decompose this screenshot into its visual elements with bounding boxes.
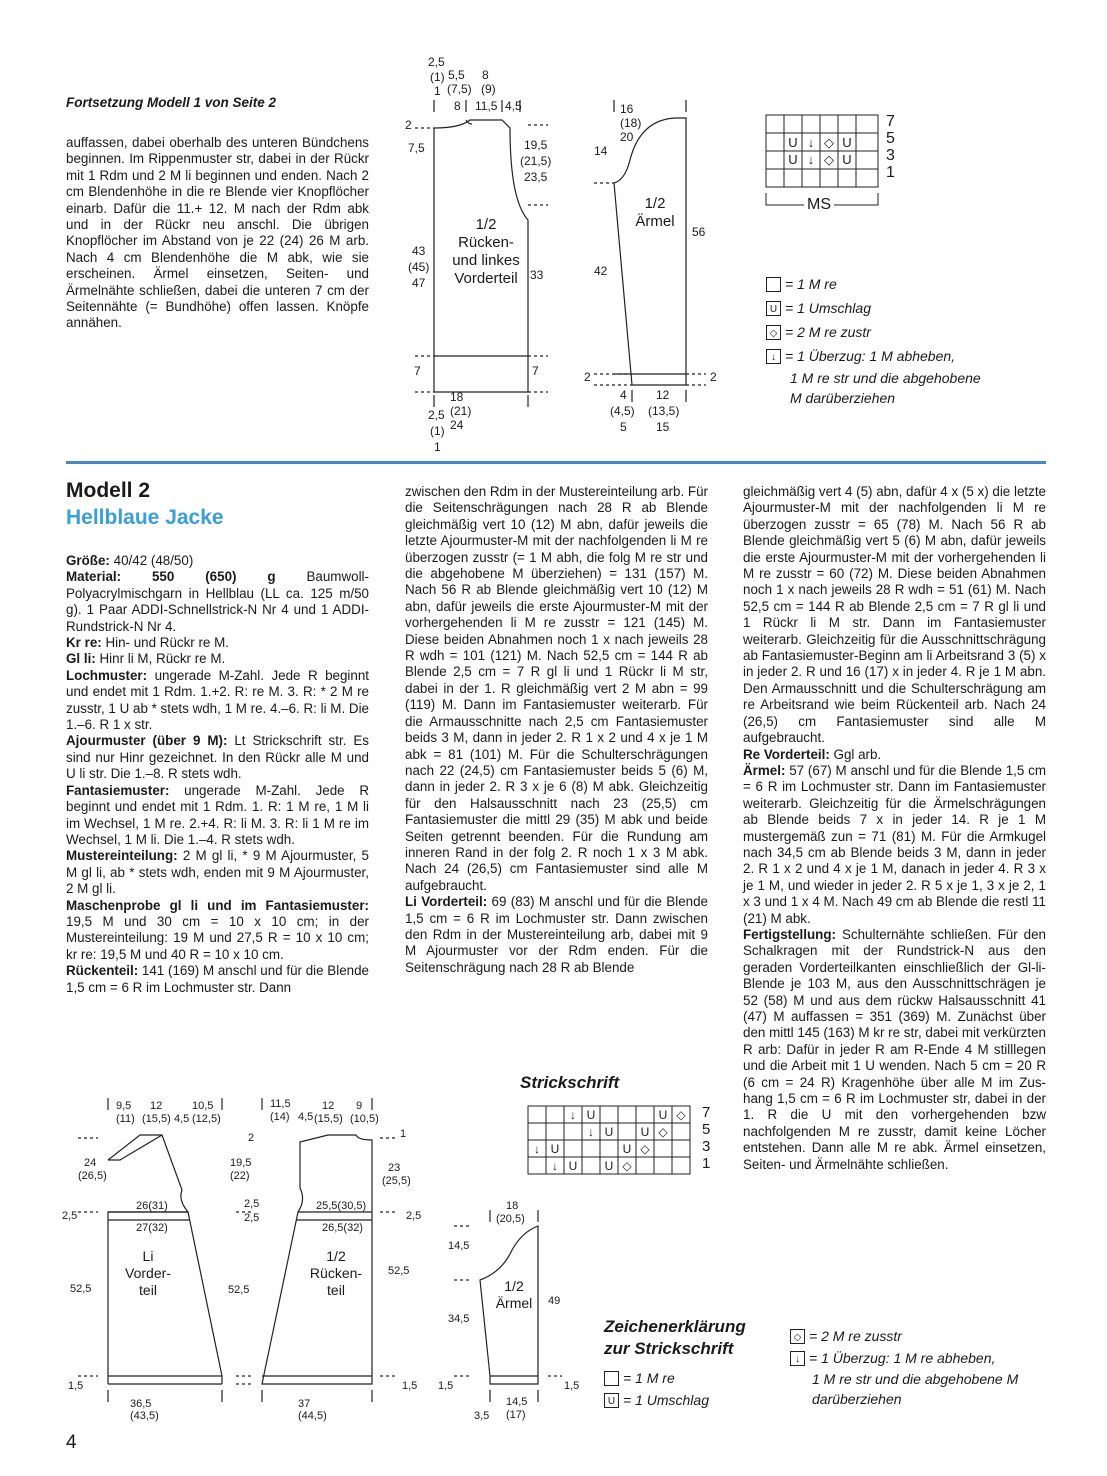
dim-label: (1) [430,70,445,84]
label: Material: 550 (650) g [66,569,276,585]
dim-label: 5,5 [448,68,465,82]
dim-label: (26,5) [78,1170,107,1182]
legend-text: = 1 M re [785,276,837,292]
paragraph: Lt Strickschrift str. Es sind nur Hinr gezeichnet. In den Rückr alle M und U li str. Die 1.–8. R stets wdh. [66,733,369,782]
dim-label: 26,5(32) [322,1222,363,1234]
dim-label: (45) [408,260,430,274]
chart2-legend-row [790,1350,995,1366]
legend-text: M darüberziehen [790,390,896,406]
label-line: 1/2 [504,1278,524,1294]
label: Ärmel: [743,762,786,778]
dim-label: (22) [230,1170,250,1182]
dim-label: 34,5 [448,1313,470,1325]
label: Mustereinteilung: [66,848,178,864]
dim-label: 14,5 [448,1240,470,1252]
dim-label: 1,5 [402,1380,418,1392]
k2tog-symbol-icon: ◇ [790,1329,805,1344]
svg-text:U: U [604,1125,614,1139]
dim-label: 12 [322,1100,335,1112]
dim-label: 1,5 [564,1380,580,1392]
dim-label: 5 [620,420,627,434]
dim-label: 3,5 [474,1410,490,1422]
svg-text:◇: ◇ [640,1142,650,1156]
paragraph: ungerade M-Zahl. Jede R beginnt und endet mit 1 Rdm. 1. R: 1 M re, 1 M li im Wechsel, 1 M re. 2.+4. R: li M. 3. R: li 1 M re im Wechsel, 1 M li. Die 1.–4. R stets wdh. [66,782,369,847]
dim-label: 1 [434,84,441,98]
label: Ajourmuster (über 9 M): [66,733,228,749]
legend-text: = 2 M re zustr [785,324,871,340]
label-line: Vorder- [125,1265,171,1281]
paragraph: ungerade M-Zahl. Jede R beginnt und endet mit 1 Rdm. 1.+2. R: re M. 3. R: * 2 M re zusstr, 1 U ab * stets wdh, 1 M re. 4.–6. R: li M. Die 1.–6. R 1 x str. [66,667,369,733]
dim-label: 15 [656,420,670,434]
dim-label: (11) [116,1113,135,1125]
svg-text:U: U [604,1159,614,1173]
dim-label: 12 [656,388,670,402]
knit-symbol-icon [766,277,781,292]
dim-label: 2,5 [244,1198,260,1210]
dim-label: 18 [506,1200,519,1212]
ssk-symbol-icon: ↓ [766,349,781,364]
dim-label: 7 [532,364,539,378]
svg-text:U: U [788,152,798,167]
svg-text:U: U [640,1125,650,1139]
row-number: 3 [886,147,895,164]
dim-label: (4,5) [610,404,635,418]
dim-label: (20,5) [496,1213,525,1225]
paragraph: 40/42 (48/50) [109,553,194,568]
dim-label: 27(32) [136,1222,168,1234]
paragraph: Hinr li M, Rückr re M. [95,651,226,667]
dim-label: (25,5) [382,1175,411,1187]
svg-text:U: U [550,1142,560,1156]
legend-text: = 1 Umschlag [623,1392,709,1408]
dim-label: (13,5) [648,404,680,418]
label: Maschenprobe gl li und im Fantasiemuster: [66,897,369,913]
dim-label: (14) [270,1111,290,1123]
dim-label: 24 [84,1157,97,1169]
dim-label: 10,5 [192,1100,214,1112]
dim-label: 2 [248,1132,255,1144]
dim-label: 37 (44,5) [298,1398,327,1422]
dim-label: 2 [710,370,717,384]
dim-label: 2,5 [406,1210,422,1222]
label-line: Ärmel [635,213,675,230]
label: Fertigstellung: [743,926,836,942]
paragraph: Hin- und Rückr re M. [101,635,229,651]
dim-label: 2,5 [428,55,445,69]
diagram-2-pieces [0,0,1,1]
paragraph: 141 (169) M anschl und für die Blende 1,5 cm = 6 R im Lochmuster str. Dann [66,963,369,995]
svg-text:↓: ↓ [570,1108,576,1122]
dim-label: (1) [430,424,445,438]
chart2-row-numbers [702,1104,710,1172]
legend-text: 1 M re str und die abgehobene [790,370,981,386]
label: Lochmuster: [66,667,148,683]
chart2-legend-row [604,1392,709,1408]
row-number: 5 [702,1121,711,1138]
chart1-row-numbers [886,113,895,181]
dim-label: (10,5) [350,1113,379,1125]
dim-label: 2,5 [428,408,445,422]
label: Gl li: [66,651,96,667]
dim-label: 7 [414,364,421,378]
dim-label: (12,5) [192,1113,221,1125]
yarn-over-symbol-icon: U [604,1393,619,1408]
label-line: und linkes [452,252,520,269]
row-number: 5 [886,130,895,147]
paragraph: 69 (83) M anschl und für die Blende 1,5 cm = 6 R im Lochmuster str. Dann zwischen den Rdm in der Mustereinteilung arb, dabei mit 9 M Ajourmuster vor der Rdm enden. Für die Seitenschrägung nach 28 R ab Blende [405,894,709,975]
label: Kr re: [66,635,102,651]
paragraph: 57 (67) M anschl und für die Blende 1,5 cm = 6 R im Lochmuster str. Dann im Fantasiemuster weiterarb. Gleichzeitig für die Ärmelschrägungen ab Blende beids 7 x in jeder 14. R je 1 M mustergemäß zun = 71 (81) M. Für die Armkugel nach 34,5 cm ab Blende beids 3 M, dann in jeder 2. R 1 x 2 und 4 x je 1 M, danach in jeder 4. R 3 x je 1 M, und wieder in jeder 2. R 5 x je 1, 3 x je 2, 1 x 3 und 1 x 4 M. Nach 49 cm ab Blende die restl 11 (21) M abk. [743,762,1046,926]
dim-label: 4 [620,388,627,402]
dim-label: (17) [506,1409,526,1421]
legend-title-line: zur Strickschrift [604,1339,734,1358]
svg-text:↓: ↓ [552,1159,558,1173]
dim-label: 11,5 [475,99,498,113]
front-piece-label [118,1248,178,1299]
text-column-2 [405,484,708,976]
dim-label: 52,5 [70,1283,92,1295]
dim-label: 7,5 [408,141,425,155]
svg-text:U: U [788,135,798,150]
label: Li Vorderteil: [405,894,488,910]
legend-text: = 1 Überzug: 1 M re abheben, [809,1350,996,1366]
legend-text: = 2 M re zusstr [809,1328,902,1344]
svg-text:◇: ◇ [824,135,834,150]
label: Rückenteil: [66,963,139,979]
dim-label: 14,5 [506,1396,528,1408]
dim-label: 4,5 [298,1111,314,1123]
dim-label: 2,5 [62,1210,78,1222]
svg-text:↓: ↓ [588,1125,594,1139]
chart2-legend-row [604,1370,675,1386]
dim-label: 23 [388,1162,401,1174]
dim-label: 42 [594,264,608,278]
dim-label: 11,5 [270,1098,291,1110]
dim-label: 1 [434,440,441,454]
legend-text: darüberziehen [812,1391,902,1407]
back-piece-label [306,1248,366,1299]
dim-label: 33 [530,268,544,282]
dim-label: 9,5 [116,1100,132,1112]
svg-text:◇: ◇ [676,1108,686,1122]
svg-text:U: U [842,135,852,150]
dim-label: 9 [356,1100,363,1112]
dim-label: 43 [412,244,426,258]
chart1-legend-row [766,276,837,292]
chart1-label: MS [804,196,834,214]
dim-label: (7,5) [447,82,472,96]
svg-text:U: U [586,1108,596,1122]
dim-label: 19,5 [524,138,548,152]
dim-label: (15,5) [142,1113,171,1125]
label-line: Ärmel [495,1295,533,1311]
label: Fantasiemuster: [66,782,170,798]
knit-symbol-icon [604,1371,619,1386]
dim-label: 1,5 [438,1380,454,1392]
paragraph: 2 M gl li, * 9 M Ajourmuster, 5 M gl li, ab * stets wdh, enden mit 9 M Ajourmuster, 2 M gl li. [66,848,369,897]
row-number: 7 [886,113,895,130]
label-line: 1/2 [475,216,497,233]
dim-label: 2 [584,370,591,384]
text-column-1 [66,553,369,996]
dim-label: 12 [150,1100,163,1112]
chart2-legend-row [790,1328,902,1344]
dim-label: (9) [481,82,496,96]
dim-label: 26(31) [136,1200,168,1212]
paragraph: Schulternähte schließen. Für den Schalkragen mit der Rundstrick-N aus den geraden Vorderteilkanten einschließlich der Gl-li-Blende je 103 M, aus den Ausschnittschrägen je 52 (58) M und aus dem rückw Halsausschnitt 41 (47) M auffassen = 351 (369) M. Zunächst über den mittl 145 (163) M kr re str, dabei mit verkürzten R arb: Dafür in jeder R am R-Ende 4 M stilllegen und die Arbeit mit 1 U wenden. Nach 5 cm = 20 R (6 cm = 24 R) Kragenhöhe über alle M im Zus-hang 1,5 cm = 6 R im Lochmuster str, dabei in der 1. R die U mit den vorhergehenden bzw nachfolgenden M re zusstr, damit keine Löcher entstehen. Dann alle M re abk. Ärmel einsetzen, Seiten- und Ärmelnähte schließen. [743,926,1046,1172]
label-line: Rücken- [458,234,514,251]
paragraph: zwischen den Rdm in der Mustereinteilung arb. Für die Seitenschrägungen nach 28 R ab Blende gleichmäßig vert 10 (12) M abn, dafür jeweils die letzte Ajourmuster-M mit der nachfolgenden li M re überzogen zusstr (= 1 M abh, die folg M re str und die abgehobene M überziehen) = 131 (157) M. Nach 56 R ab Blende gleichmäßig vert 10 (12) M abn, dafür jeweils die erste Ajourmuster-M mit der vorhergehenden li M re zusstr = 121 (145) M. Diese beiden Abnahmen noch 1 x nach jeweils 28 R wdh = 101 (121) M. Nach 52,5 cm = 144 R ab Blende 2,5 cm = 7 R gl li und 1 Rückr li M str, dabei in der 1. R gleichmäßig vert 2 M abn = 99 (119) M. Dann im Fantasiemuster weiterarb. Für die Armausschnitte nach 2,5 cm Fantasiemuster beids 3 M, dann in jeder 2. R 1 x 2 und 4 x je 1 M abk = 81 (101) M. Für die Schulterschrägungen nach 22 (24,5) cm Fantasiemuster beids 5 (6) M, dann in jeder 2. R 3 x je 6 (8) M abk. Gleichzeitig für den Halsausschnitt nach 23 (25,5) cm Fantasiemuster die mittl 29 (35) M abk und beide Seiten getrennt beenden. Für die Rundung am inneren Rand in der folg 2. R noch 1 x 3 M abk. Nach 24 (26,5) cm Fantasiemuster sind alle M aufgebraucht. [405,484,708,893]
paragraph: 19,5 M und 30 cm = 10 x 10 cm; in der Mustereinteilung: 19 M und 27,5 R = 10 x 10 cm; kr re: 19,5 M und 40 R = 10 x 10 cm. [66,913,369,962]
dim-label: 52,5 [388,1265,410,1277]
dim-label: 19,5 [230,1157,252,1169]
dim-label: 23,5 [524,170,548,184]
chart1-legend-row [766,324,871,340]
svg-text:◇: ◇ [824,152,834,167]
label-line: 1/2 [644,195,666,212]
svg-text:↓: ↓ [534,1142,540,1156]
chart1-legend-row [766,300,871,316]
chart1-legend-row [766,348,955,364]
continuation-note: Fortsetzung Modell 1 von Seite 2 [66,95,277,110]
legend-text: = 1 M re [623,1370,675,1386]
dim-label: 14 [594,144,608,158]
dim-label: (21,5) [520,154,552,168]
dim-label: 4,5 [505,99,522,113]
legend-text: = 1 Umschlag [785,300,871,316]
ssk-symbol-icon: ↓ [790,1351,805,1366]
svg-text:U: U [842,152,852,167]
label-line: Vorderteil [454,270,518,287]
paragraph: Ggl arb. [829,746,882,762]
dim-label: 49 [548,1295,561,1307]
row-number: 1 [886,164,895,181]
legend-text: = 1 Überzug: 1 M abheben, [785,348,956,364]
dim-label: 18 (21) 24 [450,390,472,432]
dim-label: 4,5 [174,1113,190,1125]
dim-label: 16 (18) 20 [620,102,642,144]
dim-label: 56 [692,225,706,239]
sleeve-piece-label-1 [630,195,680,231]
legend-text: 1 M re str und die abgehobene M [812,1371,1019,1387]
svg-text:◇: ◇ [622,1159,632,1173]
sleeve-piece-label-2 [492,1278,536,1312]
k2tog-symbol-icon: ◇ [766,325,781,340]
dim-label: 8 [482,68,489,82]
svg-text:U: U [568,1159,578,1173]
dim-label: 25,5(30,5) [316,1200,367,1212]
dim-label: 1 [400,1128,407,1140]
paragraph: gleichmäßig vert 4 (5) abn, dafür 4 x (5 x) die letzte Ajourmuster-M mit der nachfolgenden li M re überzogen zusstr = 65 (78) M. Nach 56 R ab Blende gleichmäßig vert 5 (6) M abn, dafür jeweils die erste Ajourmuster-M mit der vorhergehenden li M re zusstr = 60 (72) M. Diese beiden Abnahmen noch 1 x nach jeweils 28 R wdh = 51 (61) M. Nach 52,5 cm = 144 R ab Blende 2,5 cm = 7 R gl li und 1 Rückr li M str. Dann im Fantasiemuster weiterarb. Gleichzeitig für die Ausschnittschrägung ab Fantasiemuster-Beginn am li Arbeitsrand 3 (5) x in jeder 2. R und 16 (17) x in jeder 4. R je 1 M abn. Den Armausschnitt und die Schulterschrägung am re Arbeitsrand wie beim Rückenteil arb. Nach 24 (26,5) cm Fantasiemuster sind alle M aufgebraucht. [743,484,1046,746]
dim-label: 1,5 [68,1380,84,1392]
dim-label: 2 [405,118,412,132]
label: Re Vorderteil: [743,746,830,762]
page-number: 4 [66,1432,77,1453]
label-line: Rücken- [309,1265,363,1281]
dim-label: 2,5 [244,1212,260,1224]
row-number: 7 [702,1104,711,1121]
dim-label: 47 [412,276,426,290]
label-line: teil [327,1282,345,1298]
dim-label: (15,5) [314,1113,343,1125]
legend2-title [604,1316,746,1360]
chart2-title: Strickschrift [520,1073,620,1092]
label-line: Li [142,1248,154,1264]
label-line: 1/2 [326,1248,346,1264]
svg-text:U: U [658,1108,668,1122]
svg-text:◇: ◇ [658,1125,668,1139]
yarn-over-symbol-icon: U [766,301,781,316]
paragraph: Baumwoll-Polyacrylmischgarn in Hellblau (LL ca. 125 m/50 g). 1 Paar ADDI-Schnellstrick-N Nr 4 und 1 ADDI-Rundstrick-N Nr 4. [66,569,369,634]
model-title: Modell 2 [66,479,151,502]
svg-text:↓: ↓ [807,152,815,167]
legend-title-line: Zeichenerklärung [604,1317,746,1336]
continuation-text: auffassen, dabei oberhalb des unteren Bündchens beginnen. Im Rippenmuster str, dabei in der Rückr mit 1 Rdm und 2 M li beginnen und enden. Nach 2 cm Blendenhöhe in die re Blende vier Knopflöcher einarb. Dafür die 11.+ 12. M nach der Rdm abk und in der Rückr neu anschl. Die übrigen Knopflöcher im Abstand von je 22 (24) 26 M arb. Nach 4 cm Blendenhöhe die M abk, wie sie erscheinen. Ärmel einsetzen, Seiten- und Ärmelnähte schließen, dabei die unteren 7 cm der Seitennähte (= Bundhöhe) offen lassen. Knöpfe annähen. [66,135,369,331]
dim-label: 52,5 [228,1284,250,1296]
row-number: 1 [702,1155,711,1172]
section-divider [66,461,1046,464]
body-piece-label-1 [444,216,528,288]
dim-label: 8 [454,99,461,113]
label: Größe: [66,553,110,568]
text-column-3 [743,484,1046,1173]
svg-text:U: U [622,1142,632,1156]
svg-text:↓: ↓ [807,135,815,150]
model-subtitle: Hellblaue Jacke [66,506,224,529]
row-number: 3 [702,1138,711,1155]
dim-label: 36,5 (43,5) [130,1398,159,1422]
label-line: teil [139,1282,157,1298]
